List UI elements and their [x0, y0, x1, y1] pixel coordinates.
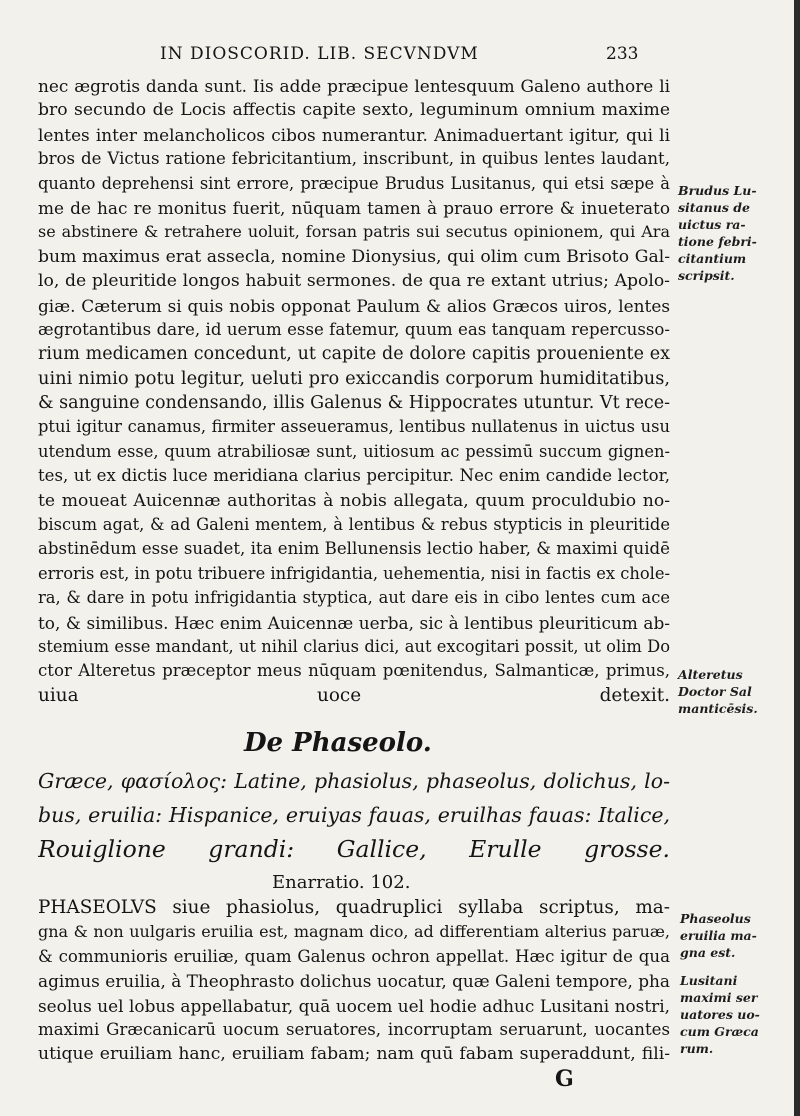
text-line: te moueat Auicennæ authoritas à nobis allegata, quum proculdubio no-	[38, 490, 670, 511]
text-line: & sanguine condensando, illis Galenus & Hippocrates utuntur. Vt rece-	[38, 393, 670, 414]
text-line: utendum esse, quum atrabiliosæ sunt, uitiosum ac pessimū succum gignen-	[38, 441, 670, 461]
marginal-note-line: Phaseolus	[680, 911, 751, 926]
text-line: to, & similibus. Hæc enim Auicennæ uerba, sic à lentibus pleuriticum ab-	[38, 612, 670, 633]
page-edge-shadow	[794, 0, 800, 1116]
text-line: tes, ut ex dictis luce meridiana clarius percipitur. Nec enim candide lector,	[38, 466, 670, 486]
text-line: lentes inter melancholicos cibos numerantur. Animaduertant igitur, qui li	[38, 124, 670, 145]
body-text	[38, 74, 670, 708]
text-line: biscum agat, & ad Galeni mentem, à lentibus & rebus stypticis in pleuritide	[38, 515, 670, 535]
text-line: ptui igitur canamus, firmiter asseueramus, lentibus nullatenus in uictus usu	[38, 417, 670, 437]
text-line: me de hac re monitus fuerit, nūquam tamen à prauo errore & inueterato	[38, 197, 670, 218]
plant-names-block	[38, 764, 670, 866]
names-line: Græce, φασίολος: Latine, phasiolus, phaseolus, dolichus, lo-	[38, 769, 670, 793]
names-line: bus, eruilia: Hispanice, eruiyas fauas, eruilhas fauas: Italice,	[38, 803, 670, 827]
text-line: seolus uel lobus appellabatur, quā uocem uel hodie adhuc Lusitani nostri,	[38, 995, 670, 1016]
enarratio-text	[38, 896, 670, 1067]
text-line: stemium esse mandant, ut nihil clarius dici, aut excogitari possit, ut olim Do	[38, 636, 670, 656]
text-line: nec ægrotis danda sunt. Iis adde præcipue lentesquum Galeno authore li	[38, 76, 670, 96]
marginal-note-lusitani	[680, 972, 760, 1057]
marginal-note-line: tione febri-	[678, 234, 757, 249]
text-line: giæ. Cæterum si quis nobis opponat Paulum & alios Græcos uiros, lentes	[38, 295, 670, 316]
text-line: rium medicamen concedunt, ut capite de dolore capitis prouenientе ex	[38, 344, 670, 365]
section-heading: De Phaseolo.	[244, 728, 432, 758]
text-line: se abstinere & retrahere uoluit, forsan patris sui secutus opinionem, qui Ara	[38, 222, 670, 242]
text-line: uiua uoce detexit.	[38, 684, 670, 706]
names-line: Rouiglione grandi: Gallice, Erulle grosse.	[38, 835, 670, 863]
marginal-note-line: Brudus Lu-	[678, 183, 757, 198]
marginal-note-phaseolus	[680, 910, 757, 961]
text-line: bro secundo de Locis affectis capite sexto, leguminum omnium maxime	[38, 100, 670, 121]
text-line: uini nimio potu legitur, ueluti pro exiccandis corporum humiditatibus,	[38, 367, 670, 389]
marginal-note-line: uatores uo-	[680, 1007, 760, 1022]
marginal-note-line: maximi ser	[680, 990, 758, 1005]
text-line: ægrotantibus dare, id uerum esse fatemur, quum eas tanquam repercusso-	[38, 319, 670, 339]
marginal-note-line: Alteretus	[678, 667, 743, 682]
marginal-note-line: scripsit.	[678, 268, 735, 283]
text-line: gna & non uulgaris eruilia est, magnam dico, ad differentiam alterius paruæ,	[38, 922, 670, 942]
text-line: bros de Victus ratione febricitantium, inscribunt, in quibus lentes laudant,	[38, 149, 670, 169]
text-line: maximi Græcanicarū uocum seruatores, incorruptam seruarunt, uocantes	[38, 1019, 670, 1039]
text-line: & communioris eruiliæ, quam Galenus ochron appellat. Hæc igitur de qua	[38, 946, 670, 966]
text-line: utique eruiliam hanc, eruiliam fabam; nam quū fabam superaddunt, fili-	[38, 1044, 670, 1065]
marginal-note-line: citantium	[678, 251, 747, 266]
text-line: bum maximus erat assecla, nomine Dionysius, qui olim cum Brisoto Gal-	[38, 246, 670, 267]
marginal-note-line: cum Græca	[680, 1024, 759, 1039]
marginal-note-line: Lusitani	[680, 973, 738, 988]
marginal-note-alteretus	[678, 666, 758, 717]
marginal-note-line: manticēsis.	[678, 701, 758, 716]
marginal-note-line: rum.	[680, 1041, 714, 1056]
text-line: abstinēdum esse suadet, ita enim Bellunensis lectio haber, & maximi quidē	[38, 539, 670, 559]
marginal-note-line: gna est.	[680, 945, 736, 960]
marginal-note-brudus	[678, 182, 757, 284]
marginal-note-line: Doctor Sal	[678, 684, 752, 699]
enarratio-label: Enarratio. 102.	[272, 872, 411, 893]
marginal-note-line: eruilia ma-	[680, 928, 757, 943]
text-line: agimus eruilia, à Theophrasto dolichus uocatur, quæ Galeni tempore, pha	[38, 971, 670, 992]
text-line: ctor Alteretus præceptor meus nūquam pœnitendus, Salmanticæ, primus,	[38, 661, 670, 681]
text-line: quanto deprehensi sint errore, præcipue Brudus Lusitanus, qui etsi sæpe à	[38, 173, 670, 193]
text-line: PHASEOLVS siue phasiolus, quadruplici syllaba scriptus, ma-	[38, 897, 670, 918]
page-number: 233	[606, 44, 639, 64]
text-line: ra, & dare in potu infrigidantia styptica, aut dare eis in cibo lentes cum ace	[38, 588, 670, 608]
marginal-note-line: uictus ra-	[678, 217, 746, 232]
text-line: erroris est, in potu tribuere infrigidantia, uehementia, nisi in factis ex chole-	[38, 563, 670, 583]
text-line: lo, de pleuritide longos habuit sermones. de qua re extant utrius; Apolo-	[38, 271, 670, 292]
marginal-note-line: sitanus de	[678, 200, 750, 215]
catchword: G	[555, 1066, 574, 1092]
running-head: IN DIOSCORID. LIB. SECVNDVM	[160, 44, 479, 64]
